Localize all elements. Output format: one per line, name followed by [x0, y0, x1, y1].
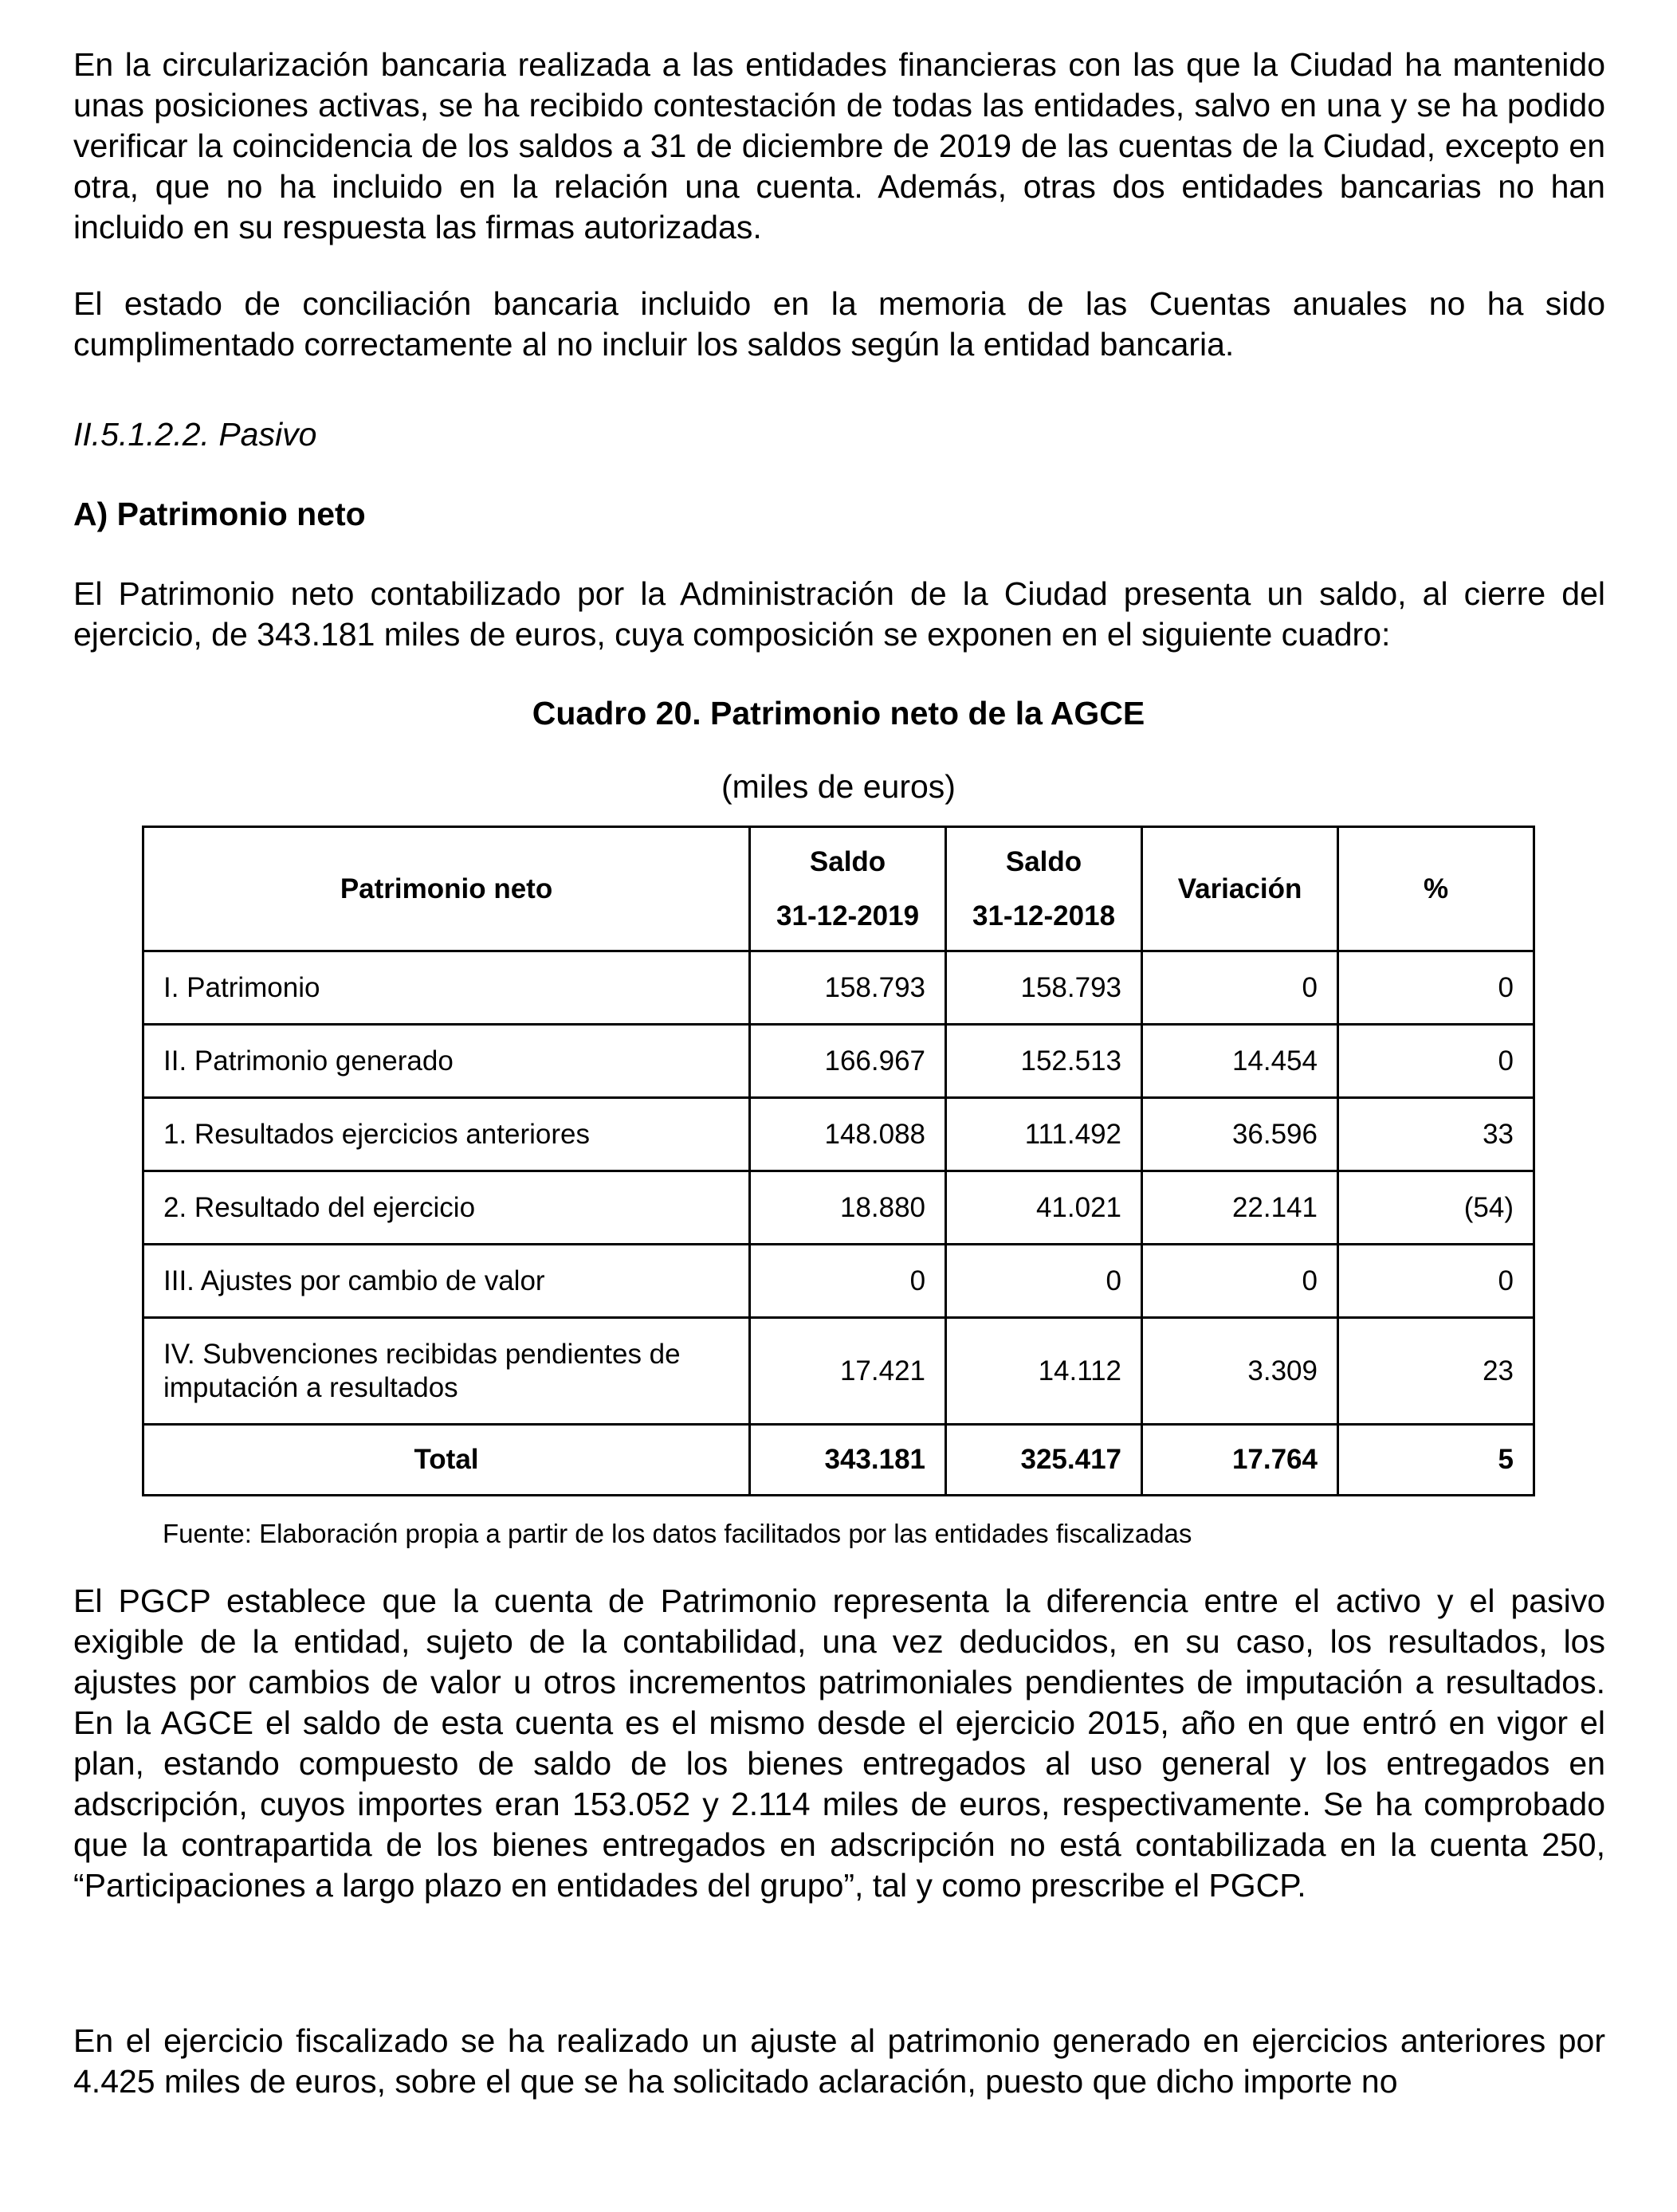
row-label: II. Patrimonio generado [143, 1025, 750, 1098]
cell-saldo-2019: 158.793 [750, 951, 946, 1025]
header-saldo-2019-line1: Saldo [809, 845, 886, 877]
cell-saldo-2018: 152.513 [946, 1025, 1142, 1098]
cell-saldo-2018: 158.793 [946, 951, 1142, 1025]
table-source: Fuente: Elaboración propia a partir de los datos facilitados por las entidades fiscalizadas [163, 1519, 1192, 1548]
header-saldo-2019 [750, 827, 946, 951]
table-units: (miles de euros) [721, 768, 956, 805]
paragraph-circularizacion: En la circularización bancaria realizada a las entidades financieras con las que la Ciudad ha mantenido unas posiciones activas, se ha recibido contestación de todas las entidades, salvo en una y se ha podido verificar la coincidencia de los saldos a 31 de diciembre de 2019 de las cuentas de la Ciudad, excepto en otra, que no ha incluido en la relación una cuenta. Además, otras dos entidades bancarias no han incluido en su respuesta las firmas autorizadas. [73, 46, 1605, 245]
total-percent: 5 [1338, 1425, 1534, 1496]
cell-variacion: 0 [1142, 951, 1338, 1025]
cell-percent: 0 [1338, 951, 1534, 1025]
section-heading: II.5.1.2.2. Pasivo [73, 416, 317, 453]
paragraph-patrimonio-intro: El Patrimonio neto contabilizado por la Administración de la Ciudad presenta un saldo, al cierre del ejercicio, de 343.181 miles de euros, cuya composición se exponen en el siguiente cuadro: [73, 575, 1605, 653]
header-saldo-2018 [946, 827, 1142, 951]
row-label-line1: IV. Subvenciones recibidas pendientes de [163, 1338, 681, 1370]
cell-saldo-2018: 14.112 [946, 1318, 1142, 1425]
cell-variacion: 14.454 [1142, 1025, 1338, 1098]
cell-percent: 23 [1338, 1318, 1534, 1425]
total-saldo-2019: 343.181 [750, 1425, 946, 1496]
patrimonio-neto-table [142, 826, 1535, 1496]
cell-percent: 33 [1338, 1098, 1534, 1171]
total-variacion: 17.764 [1142, 1425, 1338, 1496]
table-row [143, 1098, 1534, 1171]
subsection-heading: A) Patrimonio neto [73, 496, 366, 532]
header-patrimonio-neto: Patrimonio neto [143, 827, 750, 951]
header-saldo-2018-line1: Saldo [1005, 845, 1082, 877]
cell-saldo-2018: 0 [946, 1245, 1142, 1318]
row-label: III. Ajustes por cambio de valor [143, 1245, 750, 1318]
cell-variacion: 0 [1142, 1245, 1338, 1318]
header-saldo-2018-line2: 31-12-2018 [972, 900, 1116, 931]
table-title: Cuadro 20. Patrimonio neto de la AGCE [532, 695, 1145, 731]
cell-percent: (54) [1338, 1171, 1534, 1245]
header-saldo-2019-line2: 31-12-2019 [776, 900, 920, 931]
paragraph-ajuste: En el ejercicio fiscalizado se ha realizado un ajuste al patrimonio generado en ejercicios anteriores por 4.425 miles de euros, sobre el que se ha solicitado aclaración, puesto que dicho importe no [73, 2022, 1605, 2100]
paragraph-conciliacion: El estado de conciliación bancaria incluido en la memoria de las Cuentas anuales no ha sido cumplimentado correctamente al no incluir los saldos según la entidad bancaria. [73, 285, 1605, 363]
header-variacion: Variación [1142, 827, 1338, 951]
table-header-row [143, 827, 1534, 951]
row-label: 1. Resultados ejercicios anteriores [143, 1098, 750, 1171]
row-label-line2: imputación a resultados [163, 1371, 458, 1403]
table-total-row [143, 1425, 1534, 1496]
table-row [143, 1025, 1534, 1098]
cell-variacion: 3.309 [1142, 1318, 1338, 1425]
cell-variacion: 36.596 [1142, 1098, 1338, 1171]
row-label [143, 1318, 750, 1425]
cell-variacion: 22.141 [1142, 1171, 1338, 1245]
total-label: Total [143, 1425, 750, 1496]
total-saldo-2018: 325.417 [946, 1425, 1142, 1496]
table-row [143, 1245, 1534, 1318]
header-percent: % [1338, 827, 1534, 951]
paragraph-pgcp: El PGCP establece que la cuenta de Patrimonio representa la diferencia entre el activo y el pasivo exigible de la entidad, sujeto de la contabilidad, una vez deducidos, en su caso, los resultados, los ajustes por cambios de valor u otros incrementos patrimoniales pendientes de imputación a resultados. En la AGCE el saldo de esta cuenta es el mismo desde el ejercicio 2015, año en que entró en vigor el plan, estando compuesto de saldo de los bienes entregados al uso general y los entregados en adscripción, cuyos importes eran 153.052 y 2.114 miles de euros, respectivamente. Se ha comprobado que la contrapartida de los bienes entregados en adscripción no está contabilizada en la cuenta 250, “Participaciones a largo plazo en entidades del grupo”, tal y como prescribe el PGCP. [73, 1583, 1605, 1904]
cell-saldo-2019: 0 [750, 1245, 946, 1318]
cell-saldo-2018: 41.021 [946, 1171, 1142, 1245]
table-row [143, 951, 1534, 1025]
table-row [143, 1171, 1534, 1245]
cell-saldo-2018: 111.492 [946, 1098, 1142, 1171]
cell-saldo-2019: 166.967 [750, 1025, 946, 1098]
row-label: I. Patrimonio [143, 951, 750, 1025]
cell-saldo-2019: 148.088 [750, 1098, 946, 1171]
cell-saldo-2019: 18.880 [750, 1171, 946, 1245]
cell-percent: 0 [1338, 1245, 1534, 1318]
row-label: 2. Resultado del ejercicio [143, 1171, 750, 1245]
table-row [143, 1318, 1534, 1425]
cell-percent: 0 [1338, 1025, 1534, 1098]
cell-saldo-2019: 17.421 [750, 1318, 946, 1425]
